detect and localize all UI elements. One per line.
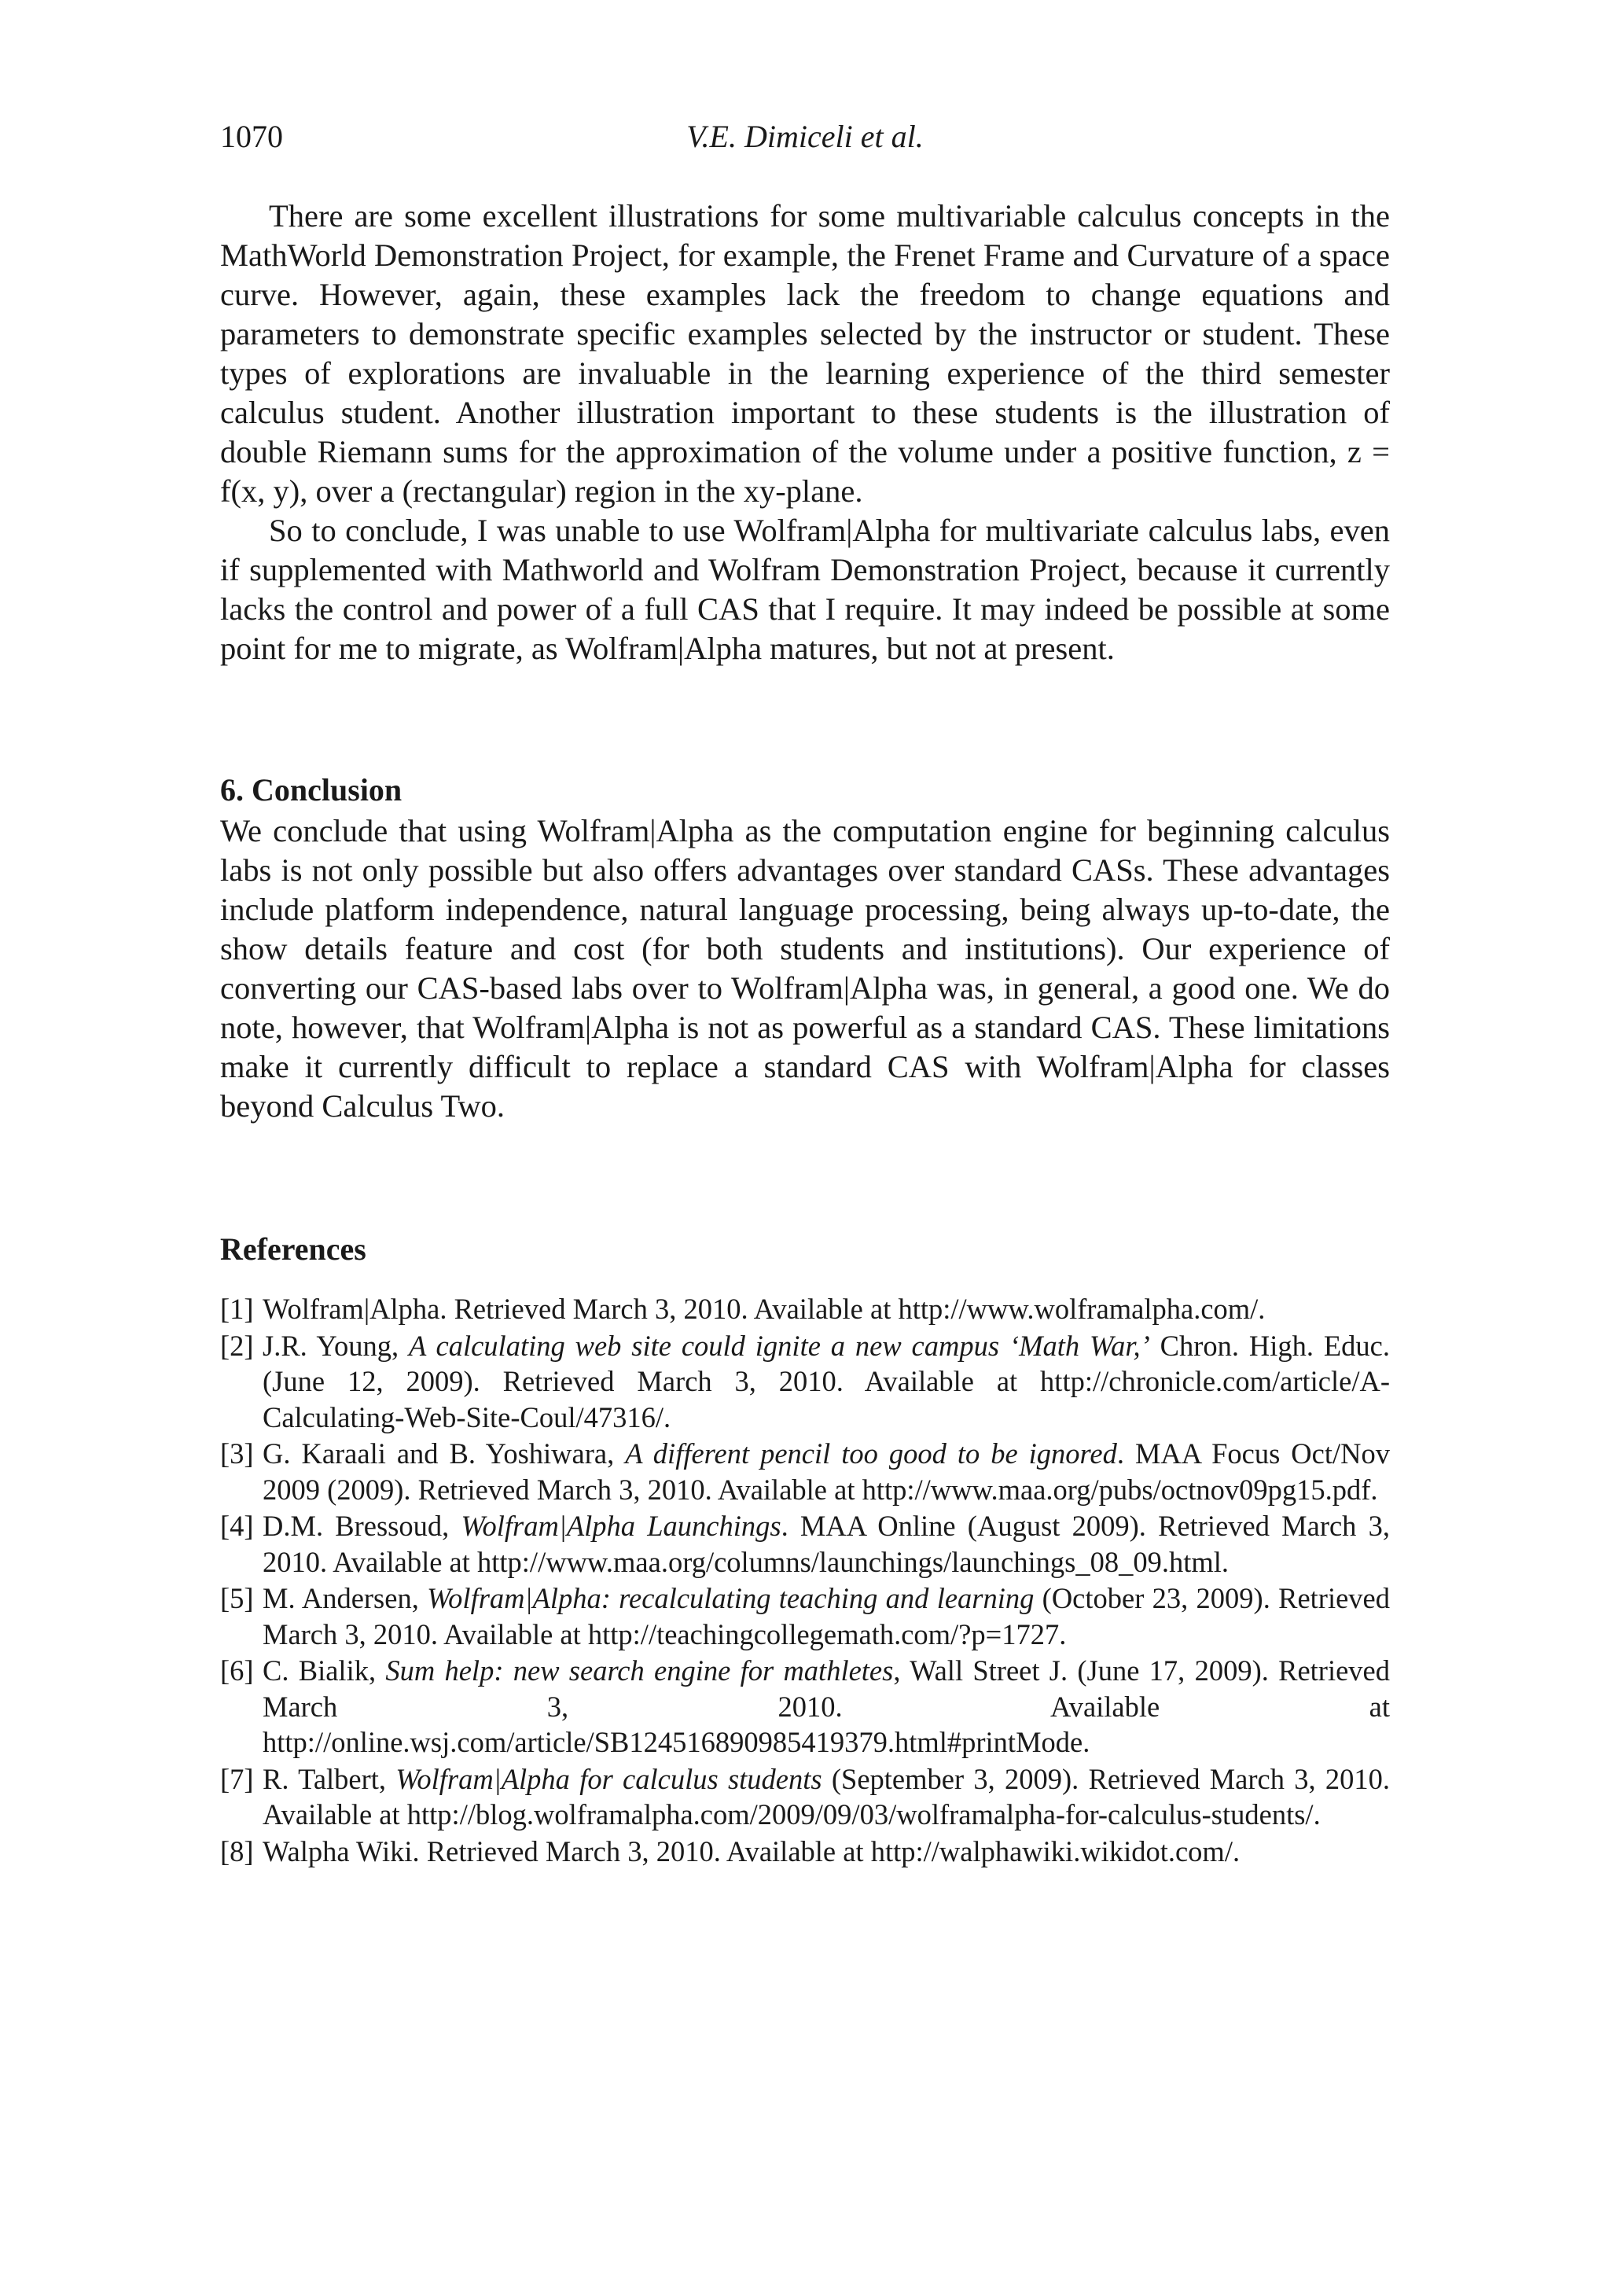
reference-title: A calculating web site could ignite a new campus ‘Math War,’ [409,1329,1150,1362]
reference-number: [2] [220,1329,254,1362]
reference-title: Wolfram|Alpha for calculus students [395,1762,822,1795]
reference-item [220,1291,1390,1327]
reference-details: (October 23, 2009). Retrieved March 3, 2010. Available at http://teachingcollegemath.com/?p=1727. [263,1582,1390,1650]
reference-title: Wolfram|Alpha Launchings [461,1510,781,1542]
reference-text [263,1761,1390,1833]
reference-authors: Wolfram|Alpha. Retrieved March 3, 2010. Available at http://www.wolframalpha.com/. [263,1293,1266,1325]
reference-item [220,1436,1390,1507]
reference-authors: M. Andersen, [263,1582,428,1614]
reference-details: Chron. High. Educ. (June 12, 2009). Retrieved March 3, 2010. Available at http://chronicle.com/article/A-Calculating-Web-Site-Coul/47316/. [263,1329,1390,1433]
reference-text [263,1291,1390,1327]
reference-item [220,1328,1390,1436]
reference-authors: J.R. Young, [263,1329,410,1362]
reference-number: [8] [220,1834,254,1867]
reference-item [220,1761,1390,1833]
reference-details: . MAA Online (August 2009). Retrieved March 3, 2010. Available at http://www.maa.org/columns/launchings/launchings_08_09.html. [263,1510,1390,1578]
reference-text [263,1436,1390,1507]
section-spacer [220,668,1390,771]
reference-details: (September 3, 2009). Retrieved March 3, 2010. Available at http://blog.wolframalpha.com/2009/09/03/wolframalpha-for-calculus-students/. [263,1762,1390,1831]
section-spacer [220,1126,1390,1230]
reference-number: [1] [220,1293,254,1325]
page-body [220,197,1390,1870]
reference-number: [4] [220,1510,254,1542]
reference-number: [6] [220,1654,254,1687]
reference-details: , Wall Street J. (June 17, 2009). Retrieved March 3, 2010. Available at http://online.wsj.com/article/SB124516890985419379.html#printMode. [263,1654,1390,1758]
reference-authors: Walpha Wiki. Retrieved March 3, 2010. Available at http://walphawiki.wikidot.com/. [263,1834,1241,1867]
conclusion-paragraph: We conclude that using Wolfram|Alpha as the computation engine for beginning calculus labs is not only possible but also offers advantages over standard CASs. These advantages include platform independence, natural language processing, being always up-to-date, the show details feature and cost (for both students and institutions). Our experience of converting our CAS-based labs over to Wolfram|Alpha was, in general, a good one. We do note, however, that Wolfram|Alpha is not as powerful as a standard CAS. These limitations make it currently difficult to replace a standard CAS with Wolfram|Alpha for classes beyond Calculus Two. [220,813,1390,1124]
body-paragraph: There are some excellent illustrations for some multivariable calculus concepts in the MathWorld Demonstration Project, for example, the Frenet Frame and Curvature of a space curve. However, again, these examples lack the freedom to change equations and parameters to demonstrate specific examples selected by the instructor or student. These types of explorations are invaluable in the learning experience of the third semester calculus student. Another illustration important to these students is the illustration of double Riemann sums for the approximation of the volume under a positive function, z = f(x, y), over a (rectangular) region in the xy-plane. [220,198,1390,509]
reference-number: [3] [220,1437,254,1470]
reference-number: [5] [220,1582,254,1614]
reference-title: Wolfram|Alpha: recalculating teaching and learning [427,1582,1035,1614]
page-header [220,118,1390,165]
reference-authors: D.M. Bressoud, [263,1510,461,1542]
reference-authors: R. Talbert, [263,1762,396,1795]
reference-text [263,1653,1390,1761]
reference-authors: G. Karaali and B. Yoshiwara, [263,1437,626,1470]
reference-item [220,1653,1390,1761]
references-spacer [220,1269,1390,1291]
reference-number: [7] [220,1762,254,1795]
reference-details: . MAA Focus Oct/Nov 2009 (2009). Retrieved March 3, 2010. Available at http://www.maa.org/pubs/octnov09pg15.pdf. [263,1437,1390,1506]
page-number: 1070 [220,119,283,154]
reference-text [263,1508,1390,1580]
reference-text [263,1328,1390,1436]
reference-text [263,1834,1390,1870]
reference-authors: C. Bialik, [263,1654,386,1687]
body-paragraph: So to conclude, I was unable to use Wolfram|Alpha for multivariate calculus labs, even if supplemented with Mathworld and Wolfram Demonstration Project, because it currently lacks the control and power of a full CAS that I require. It may indeed be possible at some point for me to migrate, as Wolfram|Alpha matures, but not at present. [220,513,1390,666]
reference-title: A different pencil too good to be ignored [625,1437,1117,1470]
section-heading-conclusion: 6. Conclusion [220,772,402,808]
reference-list [220,1291,1390,1869]
reference-item [220,1508,1390,1580]
running-head: V.E. Dimiceli et al. [686,119,924,154]
reference-text [263,1580,1390,1652]
references-heading: References [220,1231,366,1267]
reference-item [220,1834,1390,1870]
reference-title: Sum help: new search engine for mathletes [385,1654,894,1687]
reference-item [220,1580,1390,1652]
